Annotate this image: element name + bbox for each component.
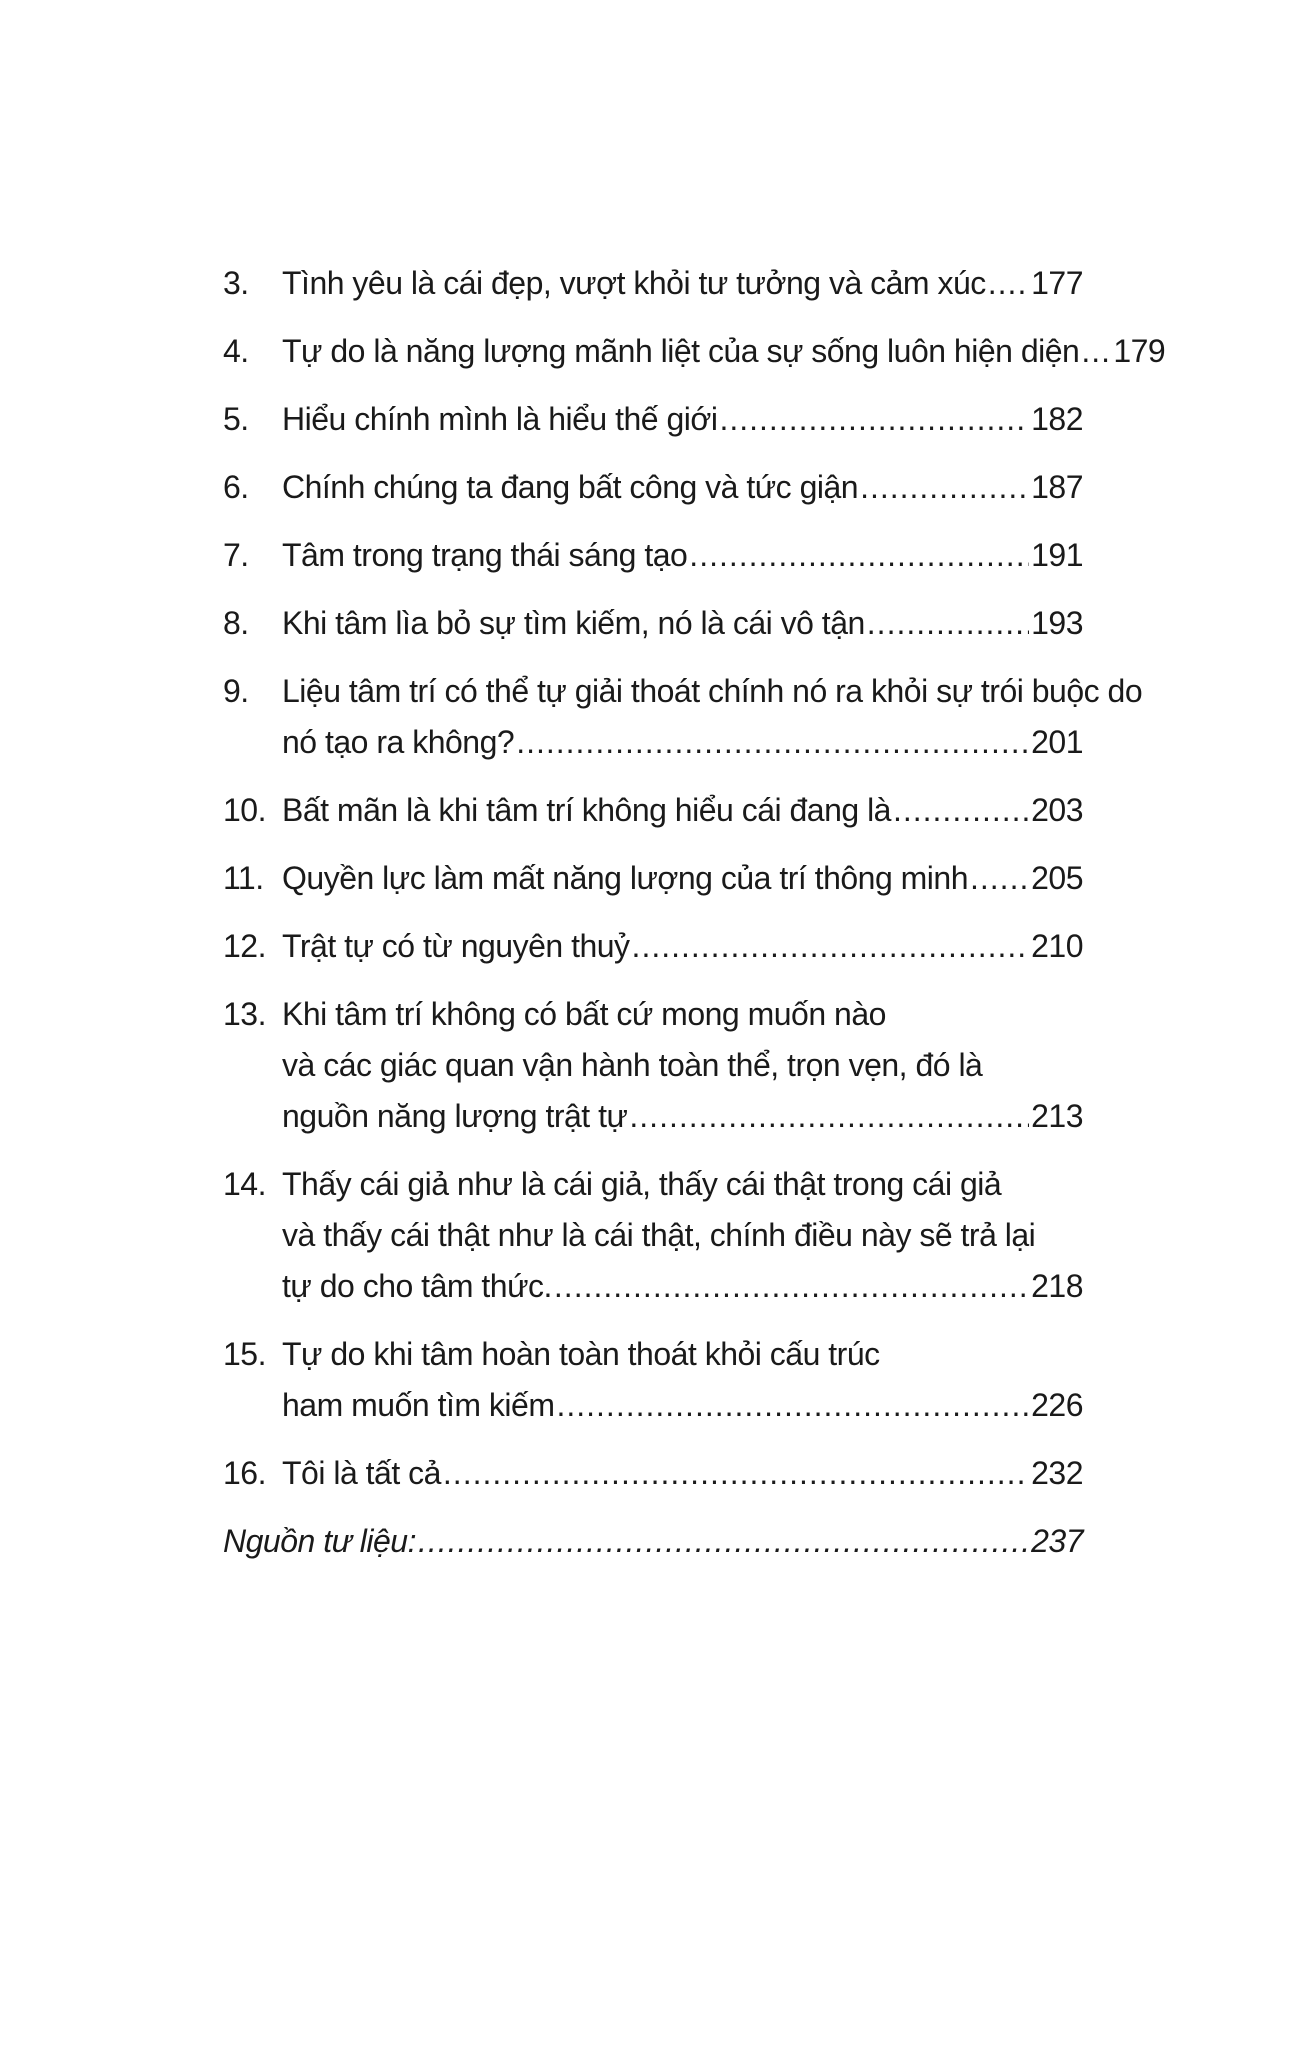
toc-entry[interactable] bbox=[223, 1159, 1083, 1312]
dot-leader bbox=[988, 258, 1029, 309]
dot-leader bbox=[719, 394, 1029, 445]
toc-entry-page: 232 bbox=[1031, 1455, 1083, 1491]
dot-leader bbox=[554, 1261, 1029, 1312]
toc-entry-title: và thấy cái thật như là cái thật, chính điều này sẽ trả lại bbox=[282, 1217, 1036, 1253]
dot-leader bbox=[516, 717, 1029, 768]
toc-entry[interactable] bbox=[223, 785, 1083, 836]
toc-entry-number: 8. bbox=[223, 605, 249, 641]
toc-entry-title: tự do cho tâm thức. bbox=[282, 1268, 552, 1304]
toc-entry-title: Liệu tâm trí có thể tự giải thoát chính nó ra khỏi sự trói buộc do bbox=[282, 673, 1143, 709]
toc-entry-title: Trật tự có từ nguyên thuỷ bbox=[282, 928, 630, 964]
table-of-contents bbox=[223, 258, 1166, 1584]
toc-source-entry[interactable] bbox=[223, 1516, 1083, 1567]
toc-entry-number: 5. bbox=[223, 401, 249, 437]
toc-entry[interactable] bbox=[223, 462, 1083, 513]
toc-entry[interactable] bbox=[223, 853, 1083, 904]
toc-entry-number: 16. bbox=[223, 1455, 266, 1491]
toc-entry-number: 6. bbox=[223, 469, 249, 505]
toc-entry-page: 213 bbox=[1031, 1098, 1083, 1134]
dot-leader bbox=[893, 785, 1029, 836]
toc-entry-number: 9. bbox=[223, 673, 249, 709]
toc-entry-title: Quyền lực làm mất năng lượng của trí thông minh bbox=[282, 860, 968, 896]
toc-entry-title: Chính chúng ta đang bất công và tức giận bbox=[282, 469, 859, 505]
toc-entry-title: ham muốn tìm kiếm bbox=[282, 1387, 555, 1423]
toc-entry-number: 15. bbox=[223, 1336, 266, 1372]
toc-entry-number: 10. bbox=[223, 792, 266, 828]
toc-entry[interactable] bbox=[223, 1448, 1083, 1499]
toc-entry-title: Khi tâm trí không có bất cứ mong muốn nào bbox=[282, 996, 886, 1032]
dot-leader bbox=[970, 853, 1029, 904]
toc-entry-title: Thấy cái giả như là cái giả, thấy cái thật trong cái giả bbox=[282, 1166, 1002, 1202]
dot-leader bbox=[867, 598, 1029, 649]
dot-leader bbox=[1081, 326, 1111, 377]
toc-entry[interactable] bbox=[223, 394, 1083, 445]
dot-leader bbox=[443, 1448, 1029, 1499]
toc-entry[interactable] bbox=[223, 989, 1083, 1142]
toc-entry-page: 203 bbox=[1031, 792, 1083, 828]
toc-entry[interactable] bbox=[223, 258, 1083, 309]
toc-entry-page: 177 bbox=[1031, 265, 1083, 301]
toc-entry-title: Hiểu chính mình là hiểu thế giới bbox=[282, 401, 718, 437]
dot-leader bbox=[629, 1091, 1029, 1142]
dot-leader bbox=[632, 921, 1030, 972]
toc-entry-page: 201 bbox=[1031, 724, 1083, 760]
toc-entry-page: 182 bbox=[1031, 401, 1083, 437]
toc-entry[interactable] bbox=[223, 666, 1143, 768]
toc-entry-title: Khi tâm lìa bỏ sự tìm kiếm, nó là cái vô tận bbox=[282, 605, 865, 641]
toc-entry[interactable] bbox=[223, 598, 1083, 649]
dot-leader bbox=[860, 462, 1029, 513]
toc-entry[interactable] bbox=[223, 530, 1083, 581]
toc-entry-title: Tự do khi tâm hoàn toàn thoát khỏi cấu trúc bbox=[282, 1336, 880, 1372]
toc-entry[interactable] bbox=[223, 1329, 1083, 1431]
dot-leader bbox=[418, 1516, 1029, 1567]
toc-entry-number: 3. bbox=[223, 265, 249, 301]
toc-entry-page: 205 bbox=[1031, 860, 1083, 896]
toc-entry-number: 11. bbox=[223, 860, 264, 896]
toc-entry-number: 14. bbox=[223, 1166, 266, 1202]
dot-leader bbox=[689, 530, 1029, 581]
toc-entry-title: Tôi là tất cả bbox=[282, 1455, 441, 1491]
toc-entry-page: 191 bbox=[1031, 537, 1083, 573]
toc-entry-number: 7. bbox=[223, 537, 249, 573]
toc-entry[interactable] bbox=[223, 326, 1166, 377]
toc-entry-page: 193 bbox=[1031, 605, 1083, 641]
toc-entry[interactable] bbox=[223, 921, 1083, 972]
source-label: Nguồn tư liệu: bbox=[223, 1523, 416, 1559]
toc-entry-page: 218 bbox=[1031, 1268, 1083, 1304]
toc-entry-title: và các giác quan vận hành toàn thể, trọn vẹn, đó là bbox=[282, 1047, 983, 1083]
source-page: 237 bbox=[1031, 1523, 1083, 1559]
toc-entry-page: 187 bbox=[1031, 469, 1083, 505]
toc-entry-title: Bất mãn là khi tâm trí không hiểu cái đang là bbox=[282, 792, 891, 828]
dot-leader bbox=[556, 1380, 1029, 1431]
toc-entry-number: 13. bbox=[223, 996, 266, 1032]
toc-entry-page: 210 bbox=[1031, 928, 1083, 964]
toc-entry-page: 179 bbox=[1113, 333, 1166, 369]
toc-entry-title: nguồn năng lượng trật tự bbox=[282, 1098, 628, 1134]
toc-entry-number: 4. bbox=[223, 333, 249, 369]
toc-entry-title: Tình yêu là cái đẹp, vượt khỏi tư tưởng và cảm xúc bbox=[282, 265, 986, 301]
toc-entry-title: Tự do là năng lượng mãnh liệt của sự sống luôn hiện diện bbox=[282, 333, 1080, 369]
toc-entry-title: Tâm trong trạng thái sáng tạo bbox=[282, 537, 688, 573]
toc-entry-title: nó tạo ra không? bbox=[282, 724, 515, 760]
toc-entry-page: 226 bbox=[1031, 1387, 1083, 1423]
toc-entry-number: 12. bbox=[223, 928, 266, 964]
